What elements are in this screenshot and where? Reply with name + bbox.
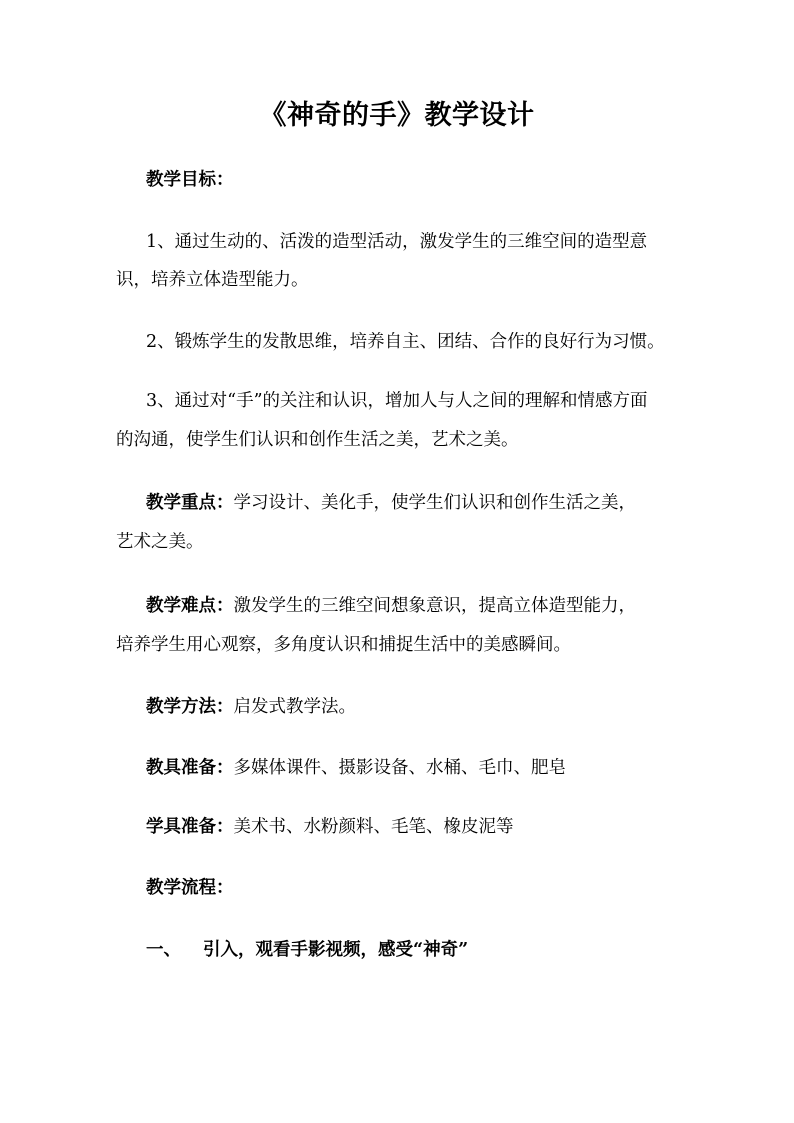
- goal-1-line-2: 识，培养立体造型能力。: [116, 270, 309, 290]
- teacher-tools-line: [146, 756, 716, 780]
- goal-2: 2、锻炼学生的发散思维，培养自主、团结、合作的良好行为习惯。: [146, 332, 665, 352]
- difficulty-text: 激发学生的三维空间想象意识，提高立体造型能力，: [233, 596, 636, 616]
- key-points-text: 学习设计、美化手，使学生们认识和创作生活之美，: [233, 493, 636, 513]
- key-points-label: 教学重点：: [146, 493, 234, 513]
- goals-heading: 教学目标：: [146, 170, 234, 190]
- step-1-text: 引入，观看手影视频，感受“神奇”: [203, 940, 469, 960]
- student-tools-text: 美术书、水粉颜料、毛笔、橡皮泥等: [233, 817, 514, 837]
- goal-1-line-1: 1、通过生动的、活泼的造型活动，激发学生的三维空间的造型意: [146, 232, 648, 252]
- teacher-tools-label: 教具准备：: [146, 758, 234, 778]
- method-text: 启发式教学法。: [233, 697, 356, 717]
- process-heading: 教学流程：: [146, 878, 234, 898]
- student-tools-label: 学具准备：: [146, 817, 234, 837]
- document-title: 《神奇的手》教学设计: [259, 100, 535, 131]
- difficulty-line-2: 培养学生用心观察，多角度认识和捕捉生活中的美感瞬间。: [116, 635, 571, 655]
- teacher-tools-text: 多媒体课件、摄影设备、水桶、毛巾、肥皂: [233, 758, 566, 778]
- step-1-number: 一、: [146, 940, 181, 960]
- method-line: [146, 695, 716, 719]
- difficulty-line-1: [146, 594, 716, 618]
- difficulty-label: 教学难点：: [146, 596, 234, 616]
- goal-3-line-2: 的沟通，使学生们认识和创作生活之美，艺术之美。: [116, 430, 519, 450]
- key-points-line-1: [146, 491, 716, 515]
- student-tools-line: [146, 815, 716, 839]
- goal-3-line-1: 3、通过对“手”的关注和认识，增加人与人之间的理解和情感方面: [146, 391, 648, 411]
- step-1-line: [146, 938, 716, 962]
- key-points-line-2: 艺术之美。: [116, 532, 204, 552]
- method-label: 教学方法：: [146, 697, 234, 717]
